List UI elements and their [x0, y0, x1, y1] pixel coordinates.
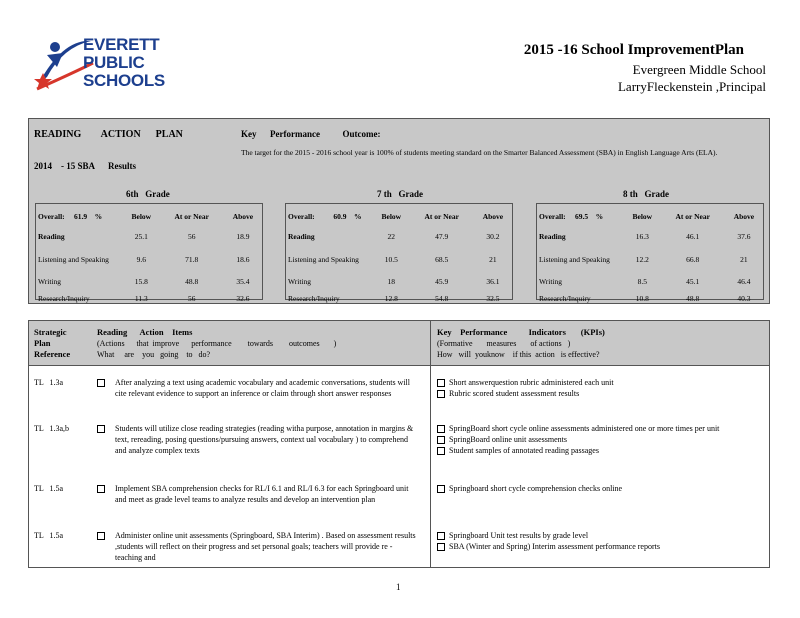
cell-value: 15.8: [134, 277, 148, 286]
row-action: Administer online unit assessments (Springboard, SBA Interim) . Based on assessment results ,students will reflect on their progress and set personal goals; teachers will provide re - teaching and: [115, 531, 416, 562]
cell-value: 22: [387, 232, 396, 241]
cell-value: 40.3: [737, 294, 751, 303]
cell-value: 37.6: [737, 232, 751, 241]
kpi-item: SBA (Winter and Spring) Interim assessment performance reports: [437, 541, 762, 552]
cell-value: 9.6: [136, 254, 146, 264]
grade-7-table: [285, 203, 513, 303]
cell-value: 25.1: [134, 232, 148, 241]
row-label: Listening and Speaking: [288, 254, 359, 264]
kpi-sub2: How will youknow if this action is effective?: [437, 350, 600, 359]
col-below: Below: [381, 211, 402, 221]
cell-value: 66.8: [686, 254, 700, 264]
cell-value: 8.5: [637, 277, 647, 286]
action-items-sub2: What are you going to do?: [97, 350, 211, 359]
col-above: Above: [232, 211, 254, 221]
kpi-header: Key Performance Indicators (KPIs): [437, 327, 605, 337]
cell-value: 21: [489, 254, 497, 264]
row-kpis: [437, 377, 762, 399]
grade-8-title: 8 th Grade: [623, 189, 669, 199]
cell-value: 45.9: [435, 277, 449, 286]
row-reference: TL 1.5a: [34, 484, 64, 493]
bullet-icon: [437, 543, 445, 551]
grade-7-title: 7 th Grade: [377, 189, 423, 199]
cell-value: 16.3: [635, 232, 649, 241]
col-at-near: At or Near: [174, 211, 209, 221]
col-below: Below: [131, 211, 152, 221]
bullet-icon: [97, 423, 109, 434]
cell-value: 10.5: [384, 254, 398, 264]
kpi-item: Springboard Unit test results by grade level: [437, 530, 762, 541]
cell-value: 54.8: [435, 294, 449, 303]
grade-6-table: [35, 203, 263, 303]
sba-results-label: 2014 - 15 SBA Results: [34, 161, 137, 171]
principal-name: LarryFleckenstein ,Principal: [617, 79, 766, 94]
column-divider: [430, 321, 431, 567]
cell-value: 32.5: [486, 294, 500, 303]
cell-value: 48.8: [686, 294, 700, 303]
cell-value: 45.1: [686, 277, 700, 286]
action-plan-table: [28, 320, 770, 568]
logo-line-3: SCHOOLS: [83, 71, 165, 90]
row-reference: TL 1.3a,b: [34, 424, 70, 433]
kpi-item: Short answerquestion rubric administered each unit: [437, 377, 762, 388]
cell-value: 46.4: [737, 277, 751, 286]
reading-action-plan-label: READING ACTION PLAN: [34, 129, 183, 140]
outcome-section: [28, 118, 770, 304]
row-action: After analyzing a text using academic vocabulary and academic conversations, students will cite relevant evidence to support an inference or claim through short answer responses: [115, 378, 411, 398]
col-above: Above: [482, 211, 504, 221]
logo-line-2: PUBLIC: [83, 53, 145, 72]
cell-value: 71.8: [185, 254, 199, 264]
bullet-icon: [437, 447, 445, 455]
grade-8-table: [536, 203, 764, 303]
row-kpis: [437, 423, 762, 456]
ref-column-header: Strategic Plan Reference: [34, 327, 71, 359]
bullet-icon: [97, 530, 109, 541]
district-logo: [33, 33, 165, 95]
col-at-near: At or Near: [675, 211, 710, 221]
row-label: Writing: [288, 277, 312, 286]
cell-value: 47.9: [435, 232, 449, 241]
bullet-icon: [97, 377, 109, 388]
school-name: Evergreen Middle School: [632, 62, 766, 77]
cell-value: 68.5: [435, 254, 449, 264]
cell-value: 12.8: [384, 294, 398, 303]
cell-value: 11.3: [134, 294, 148, 303]
kpi-item: Rubric scored student assessment results: [437, 388, 762, 399]
cell-value: 36.1: [486, 277, 500, 286]
action-items-sub1: (Actions that improve performance towards outcomes ): [97, 339, 337, 348]
kpi-item: SpringBoard short cycle online assessments administered one or more times per unit: [437, 423, 762, 434]
overall-label: Overall: 60.9 %: [288, 211, 362, 221]
cell-value: 32.6: [236, 294, 250, 303]
cell-value: 56: [187, 232, 196, 241]
bullet-icon: [437, 390, 445, 398]
cell-value: 21: [740, 254, 748, 264]
cell-value: 18.9: [236, 232, 250, 241]
bullet-icon: [437, 485, 445, 493]
row-reference: TL 1.5a: [34, 531, 64, 540]
overall-label: Overall: 61.9 %: [38, 211, 103, 221]
action-items-header: Reading Action Items: [97, 327, 193, 337]
row-label: Reading: [539, 232, 566, 241]
logo-line-1: EVERETT: [83, 35, 160, 54]
cell-value: 48.8: [185, 277, 199, 286]
page-number: 1: [396, 582, 401, 592]
cell-value: 46.1: [686, 232, 700, 241]
col-at-near: At or Near: [424, 211, 459, 221]
kpi-sub1: (Formative measures of actions ): [437, 339, 571, 348]
row-kpis: [437, 530, 762, 552]
row-reference: TL 1.3a: [34, 378, 64, 387]
cell-value: 18: [387, 277, 396, 286]
bullet-icon: [97, 483, 109, 494]
row-label: Reading: [288, 232, 315, 241]
row-label: Writing: [38, 277, 62, 286]
overall-label: Overall: 69.5 %: [539, 211, 604, 221]
row-label: Listening and Speaking: [38, 254, 109, 264]
row-label: Reading: [38, 232, 65, 241]
cell-value: 12.2: [635, 254, 649, 264]
cell-value: 10.8: [635, 294, 649, 303]
row-action: Students will utilize close reading strategies (reading witha purpose, annotation in margins & text, rereading, posing questions/pursuing answers, context ual vocabulary ) to comprehend and analyze complex texts: [115, 424, 414, 455]
plan-table-header: [29, 321, 769, 366]
col-above: Above: [733, 211, 755, 221]
row-label: Research/Inquiry: [38, 294, 90, 303]
bullet-icon: [437, 379, 445, 387]
kpo-label: Key Performance Outcome:: [241, 129, 381, 139]
row-label: Writing: [539, 277, 563, 286]
col-below: Below: [632, 211, 653, 221]
grade-6-title: 6th Grade: [126, 189, 170, 199]
bullet-icon: [437, 532, 445, 540]
row-label: Research/Inquiry: [539, 294, 591, 303]
cell-value: 30.2: [486, 232, 500, 241]
bullet-icon: [437, 425, 445, 433]
kpi-item: Student samples of annotated reading passages: [437, 445, 762, 456]
kpi-item: SpringBoard online unit assessments: [437, 434, 762, 445]
cell-value: 56: [187, 294, 196, 303]
kpi-item: Springboard short cycle comprehension checks online: [437, 483, 762, 494]
cell-value: 35.4: [236, 277, 250, 286]
plan-title: 2015 -16 School ImprovementPlan: [523, 42, 744, 58]
cell-value: 18.6: [236, 254, 250, 264]
kpo-text: The target for the 2015 - 2016 school year is 100% of students meeting standard on the Smarter Balanced Assessment (SBA) in English Language Arts (ELA).: [241, 148, 718, 157]
row-action: Implement SBA comprehension checks for RL/I 6.1 and RL/I 6.3 for each Springboard unit and meet as grade level teams to analyze results and develop an intervention plan: [115, 484, 409, 504]
row-label: Research/Inquiry: [288, 294, 340, 303]
row-kpis: [437, 483, 762, 494]
bullet-icon: [437, 436, 445, 444]
row-label: Listening and Speaking: [539, 254, 610, 264]
